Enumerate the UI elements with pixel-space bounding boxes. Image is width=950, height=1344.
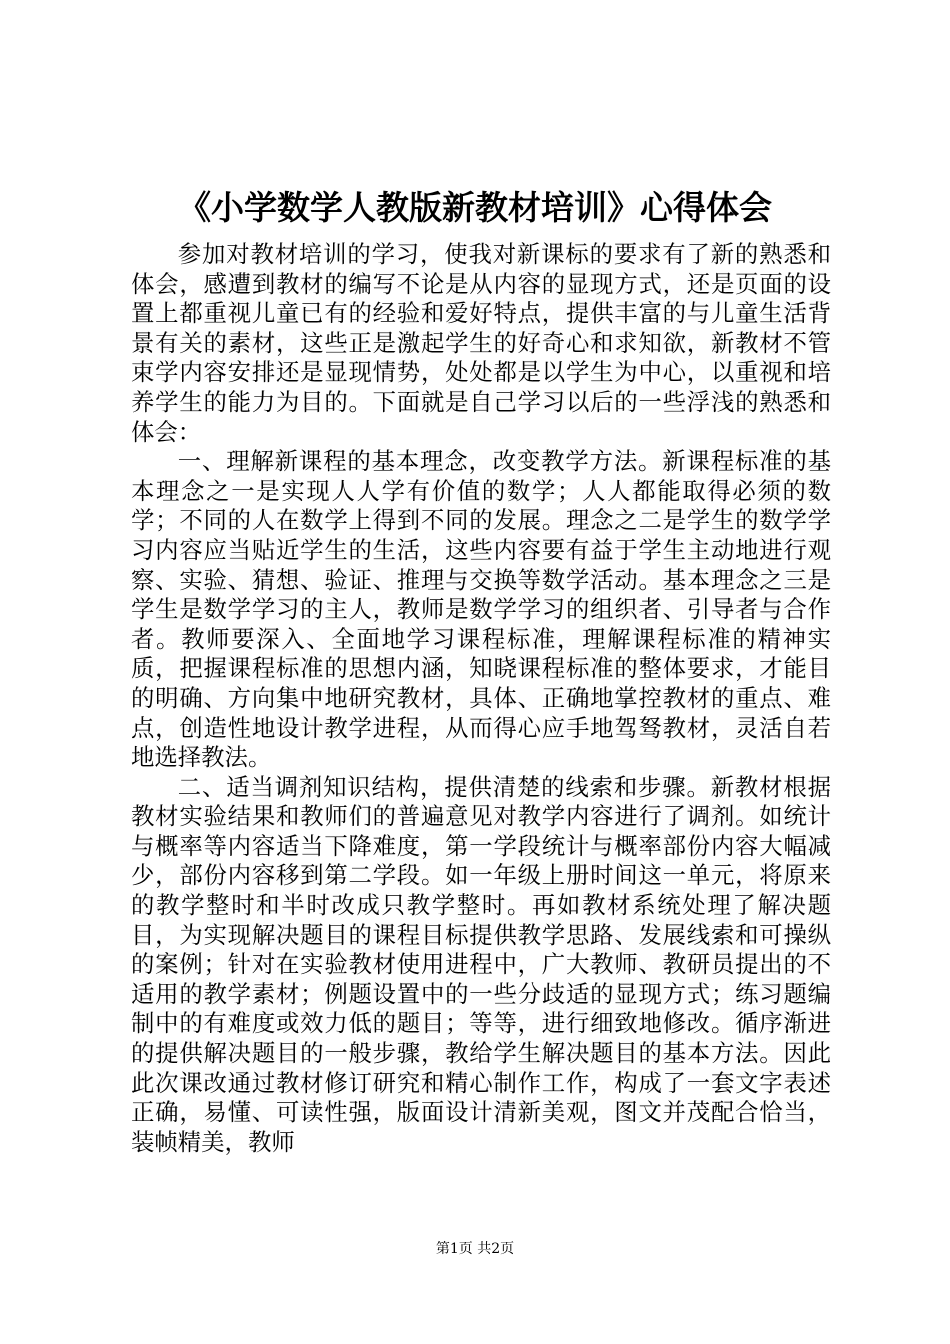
- document-title: 《小学数学人教版新教材培训》心得体会: [178, 188, 772, 227]
- paragraph-section-1: 一、理解新课程的基本理念，改变教学方法。新课程标准的基本理念之一是实现人人学有价值的数学；人人都能取得必须的数学；不同的人在数学上得到不同的发展。理念之二是学生的数学学习内容应当贴近学生的生活，这些内容要有益于学生主动地进行观察、实验、猜想、验证、推理与交换等数学活动。基本理念之三是学生是数学学习的主人，教师是数学学习的组织者、引导者与合作者。教师要深入、全面地学习课程标准，理解课程标准的精神实质，把握课程标准的思想内涵，知晓课程标准的整体要求，才能目的明确、方向集中地研究教材，具体、正确地掌控教材的重点、难点，创造性地设计教学进程，从而得心应手地驾驽教材，灵活自若地选择教法。: [131, 447, 831, 772]
- document-body: [131, 240, 831, 1157]
- paragraph-intro: 参加对教材培训的学习，使我对新课标的要求有了新的熟悉和体会，感遭到教材的编写不论是从内容的显现方式，还是页面的设置上都重视儿童已有的经验和爱好特点，提供丰富的与儿童生活背景有关的素材，这些正是激起学生的好奇心和求知欲，新教材不管束学内容安排还是显现情势，处处都是以学生为中心，以重视和培养学生的能力为目的。下面就是自己学习以后的一些浮浅的熟悉和体会：: [131, 240, 831, 446]
- page-number-footer: 第1页 共2页: [435, 1241, 515, 1257]
- paragraph-section-2: 二、适当调剂知识结构，提供清楚的线索和步骤。新教材根据教材实验结果和教师们的普遍意见对教学内容进行了调剂。如统计与概率等内容适当下降难度，第一学段统计与概率部份内容大幅减少，部份内容移到第二学段。如一年级上册时间这一单元，将原来的教学整时和半时改成只教学整时。再如教材系统处理了解决题目，为实现解决题目的课程目标提供教学思路、发展线索和可操纵的案例；针对在实验教材使用进程中，广大教师、教研员提出的不适用的教学素材；例题设置中的一些分歧适的显现方式；练习题编制中的有难度或效力低的题目；等等，进行细致地修改。循序渐进的提供解决题目的一般步骤，教给学生解决题目的基本方法。因此此次课改通过教材修订研究和精心制作工作，构成了一套文字表述正确，易懂、可读性强，版面设计清新美观，图文并茂配合恰当，装帧精美，教师: [131, 772, 831, 1156]
